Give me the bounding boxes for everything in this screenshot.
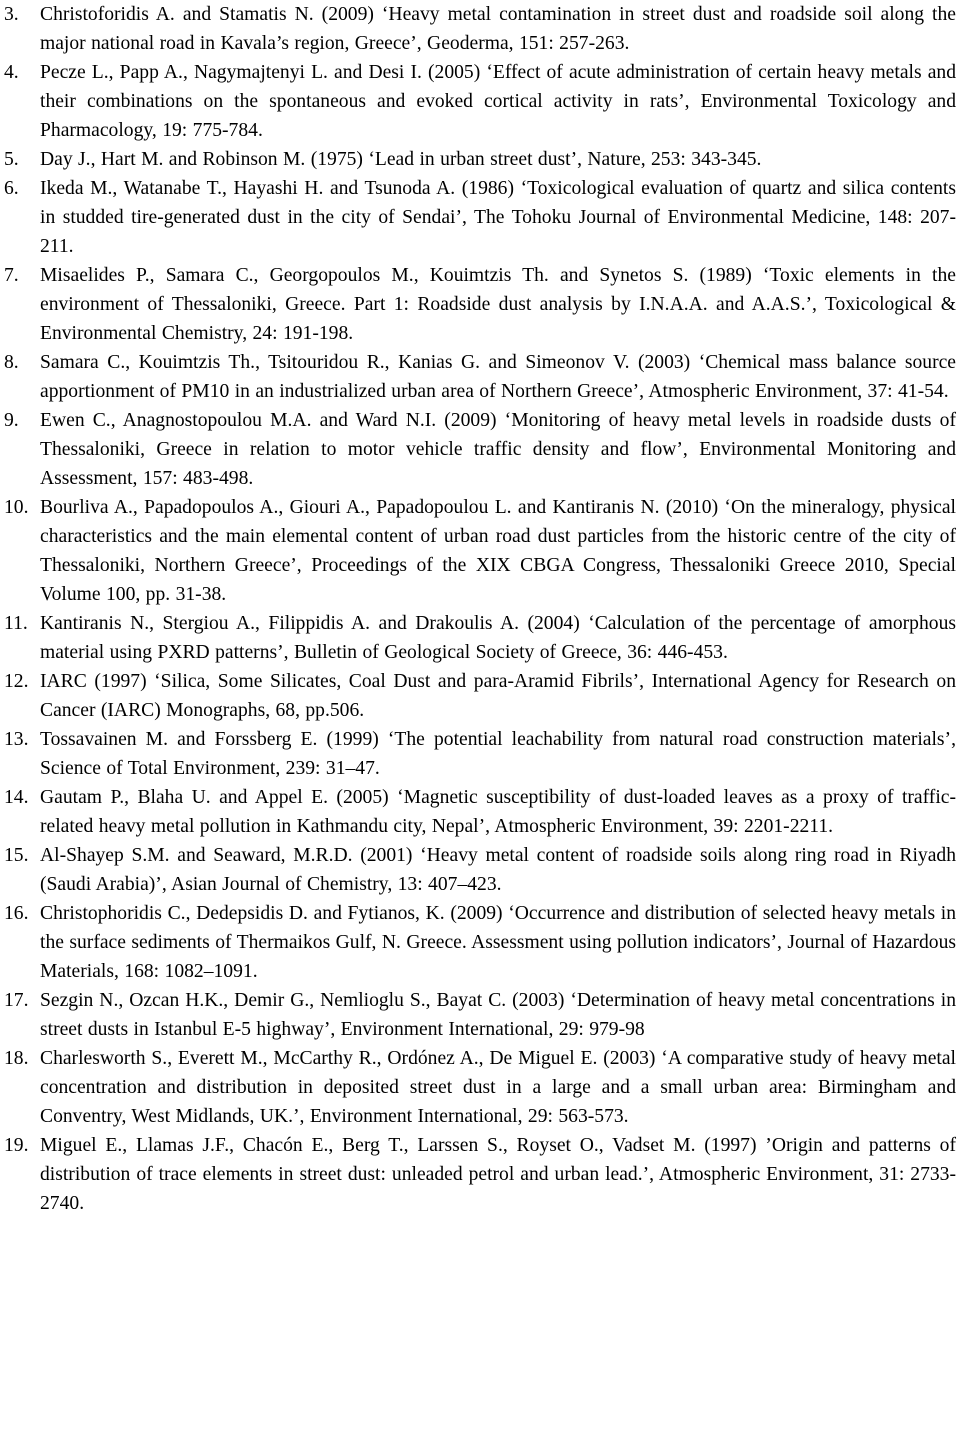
- reference-number: 9.: [4, 410, 19, 431]
- reference-text: Gautam P., Blaha U. and Appel E. (2005) ‘Magnetic susceptibility of dust-loaded leaves as a proxy of traffic-related heavy metal pollution in Kathmandu city, Nepal’, Atmospheric Environment, 39: 2201-2211.: [40, 787, 956, 837]
- reference-text: Christoforidis A. and Stamatis N. (2009) ‘Heavy metal contamination in street dust and roadside soil along the major national road in Kavala’s region, Greece’, Geoderma, 151: 257-263.: [40, 4, 956, 54]
- reference-item: [4, 986, 960, 1044]
- reference-text: Christophoridis C., Dedepsidis D. and Fytianos, K. (2009) ‘Occurrence and distribution of selected heavy metals in the surface sediments of Thermaikos Gulf, N. Greece. Assessment using pollution indicators’, Journal of Hazardous Materials, 168: 1082–1091.: [40, 903, 956, 982]
- reference-item: [4, 261, 960, 348]
- reference-number: 12.: [4, 671, 29, 692]
- reference-number: 6.: [4, 178, 19, 199]
- reference-item: [4, 348, 960, 406]
- reference-text: Charlesworth S., Everett M., McCarthy R., Ordónez A., De Miguel E. (2003) ‘A comparative study of heavy metal concentration and distribution in deposited street dust in a large and a small urban area: Birmingham and Conventry, West Midlands, UK.’, Environment International, 29: 563-573.: [40, 1048, 956, 1127]
- reference-number: 3.: [4, 4, 19, 25]
- reference-number: 16.: [4, 903, 29, 924]
- reference-item: [4, 841, 960, 899]
- reference-text: IARC (1997) ‘Silica, Some Silicates, Coal Dust and para-Aramid Fibrils’, International Agency for Research on Cancer (IARC) Monographs, 68, pp.506.: [40, 671, 956, 721]
- reference-number: 4.: [4, 62, 19, 83]
- reference-item: [4, 1131, 960, 1218]
- reference-text: Misaelides P., Samara C., Georgopoulos M., Kouimtzis Th. and Synetos S. (1989) ‘Toxic elements in the environment of Thessaloniki, Greece. Part 1: Roadside dust analysis by I.N.A.A. and A.A.S.’, Toxicological & Environmental Chemistry, 24: 191-198.: [40, 265, 956, 344]
- reference-text: Tossavainen M. and Forssberg E. (1999) ‘The potential leachability from natural road construction materials’, Science of Total Environment, 239: 31–47.: [40, 729, 956, 779]
- reference-text: Day J., Hart M. and Robinson M. (1975) ‘Lead in urban street dust’, Nature, 253: 343-345.: [40, 149, 762, 170]
- reference-item: [4, 899, 960, 986]
- reference-number: 14.: [4, 787, 29, 808]
- reference-text: Al-Shayep S.M. and Seaward, M.R.D. (2001) ‘Heavy metal content of roadside soils along ring road in Riyadh (Saudi Arabia)’, Asian Journal of Chemistry, 13: 407–423.: [40, 845, 956, 895]
- reference-number: 19.: [4, 1135, 29, 1156]
- reference-item: [4, 667, 960, 725]
- reference-text: Miguel E., Llamas J.F., Chacón E., Berg T., Larssen S., Royset O., Vadset M. (1997) ’Origin and patterns of distribution of trace elements in street dust: unleaded petrol and urban lead.’, Atmospheric Environment, 31: 2733-2740.: [40, 1135, 956, 1214]
- reference-number: 7.: [4, 265, 19, 286]
- reference-item: [4, 493, 960, 609]
- reference-text: Pecze L., Papp A., Nagymajtenyi L. and Desi I. (2005) ‘Effect of acute administration of certain heavy metals and their combinations on the spontaneous and evoked cortical activity in rats’, Environmental Toxicology and Pharmacology, 19: 775-784.: [40, 62, 956, 141]
- reference-item: [4, 1044, 960, 1131]
- reference-item: [4, 609, 960, 667]
- reference-item: [4, 783, 960, 841]
- reference-number: 10.: [4, 497, 29, 518]
- reference-number: 18.: [4, 1048, 29, 1069]
- reference-number: 8.: [4, 352, 19, 373]
- reference-item: [4, 145, 960, 174]
- reference-text: Ikeda M., Watanabe T., Hayashi H. and Tsunoda A. (1986) ‘Toxicological evaluation of quartz and silica contents in studded tire-generated dust in the city of Sendai’, The Tohoku Journal of Environmental Medicine, 148: 207-211.: [40, 178, 956, 257]
- reference-number: 5.: [4, 149, 19, 170]
- reference-item: [4, 406, 960, 493]
- reference-item: [4, 174, 960, 261]
- reference-number: 11.: [4, 613, 28, 634]
- reference-text: Kantiranis N., Stergiou A., Filippidis A. and Drakoulis A. (2004) ‘Calculation of the percentage of amorphous material using PXRD patterns’, Bulletin of Geological Society of Greece, 36: 446-453.: [40, 613, 956, 663]
- reference-text: Ewen C., Anagnostopoulou M.A. and Ward N.I. (2009) ‘Monitoring of heavy metal levels in roadside dusts of Thessaloniki, Greece in relation to motor vehicle traffic density and flow’, Environmental Monitoring and Assessment, 157: 483-498.: [40, 410, 956, 489]
- reference-number: 13.: [4, 729, 29, 750]
- reference-item: [4, 725, 960, 783]
- reference-text: Bourliva A., Papadopoulos A., Giouri A., Papadopoulou L. and Kantiranis N. (2010) ‘On the mineralogy, physical characteristics and the main elemental content of urban road dust particles from the historic centre of the city of Thessaloniki, Northern Greece’, Proceedings of the XIX CBGA Congress, Thessaloniki Greece 2010, Special Volume 100, pp. 31-38.: [40, 497, 956, 605]
- reference-item: [4, 58, 960, 145]
- reference-number: 15.: [4, 845, 29, 866]
- reference-text: Samara C., Kouimtzis Th., Tsitouridou R., Kanias G. and Simeonov V. (2003) ‘Chemical mass balance source apportionment of PM10 in an industrialized urban area of Northern Greece’, Atmospheric Environment, 37: 41-54.: [40, 352, 956, 402]
- reference-number: 17.: [4, 990, 29, 1011]
- reference-item: [4, 0, 960, 58]
- reference-text: Sezgin N., Ozcan H.K., Demir G., Nemlioglu S., Bayat C. (2003) ‘Determination of heavy metal concentrations in street dusts in Istanbul E-5 highway’, Environment International, 29: 979-98: [40, 990, 956, 1040]
- reference-list: [4, 0, 960, 1218]
